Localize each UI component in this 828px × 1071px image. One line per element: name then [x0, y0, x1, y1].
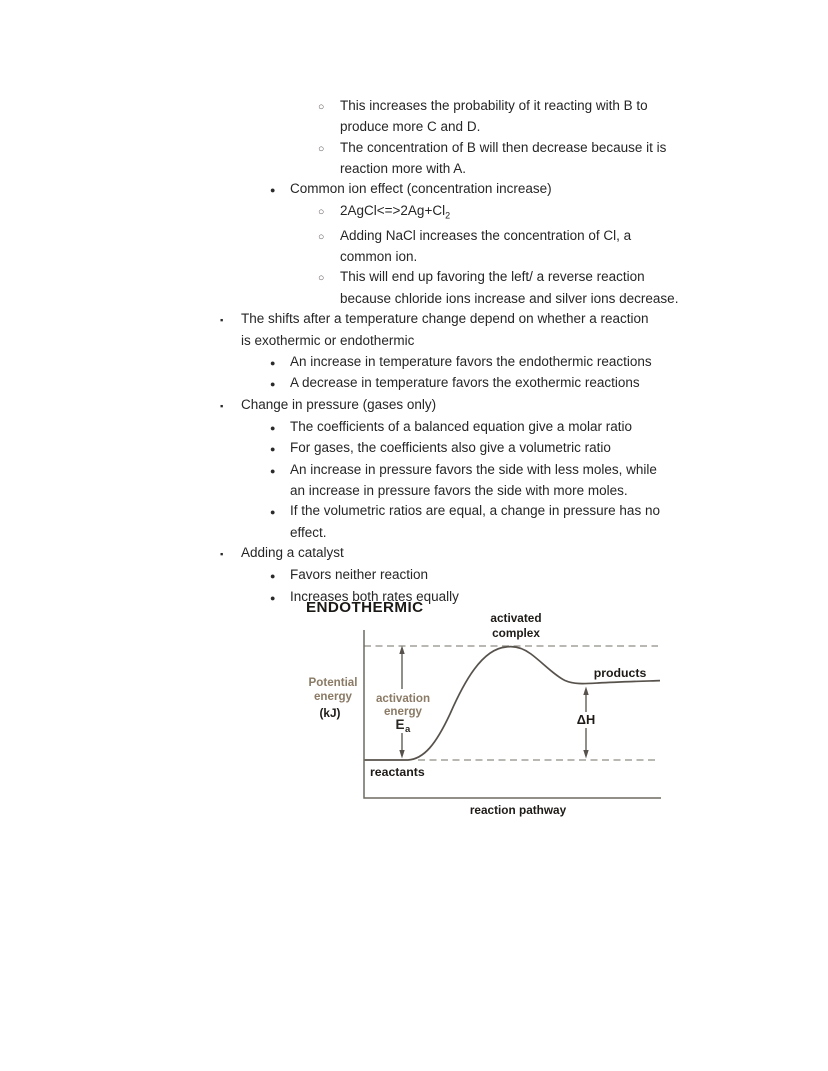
potential-energy-label: Potential [308, 676, 358, 689]
list-line [270, 501, 750, 522]
activated-complex-label: activated [490, 611, 542, 625]
list-line-text: The coefficients of a balanced equation give a molar ratio [290, 418, 632, 434]
bullet-square-icon: ▪ [220, 315, 224, 327]
list-line-text: an increase in pressure favors the side with more moles. [290, 482, 628, 498]
list-line [318, 247, 750, 267]
bullet-circle-icon: ○ [318, 272, 325, 285]
list-line [220, 331, 750, 351]
bullet-circle-icon: ○ [318, 101, 325, 113]
list-line [270, 373, 750, 394]
activation-energy-symbol-sub: a [405, 724, 411, 735]
list-line [270, 523, 750, 543]
potential-energy-label: energy [313, 690, 353, 703]
list-line [318, 138, 750, 159]
bullet-dot-icon: ● [270, 379, 276, 390]
list-line [318, 226, 750, 247]
list-line [270, 481, 750, 501]
bullet-square-icon: ▪ [220, 400, 224, 412]
list-line-text: $2AgCl<=>2Ag+Cl_2$ [340, 202, 451, 221]
list-line-text: Common ion effect (concentration increase) [290, 181, 552, 197]
bullet-dot-icon: ● [270, 571, 276, 582]
reactants-label: reactants [370, 765, 425, 779]
list-line-text: A decrease in temperature favors the exothermic reactions [290, 375, 640, 391]
list-line-text: For gases, the coefficients also give a volumetric ratio [290, 440, 611, 456]
bullet-circle-icon: ○ [318, 205, 325, 218]
list-line-text: The concentration of B will then decrease because it is [340, 139, 667, 155]
bullet-dot-icon: ● [270, 592, 276, 603]
bullet-dot-icon: ● [270, 465, 276, 476]
list-line-text: Change in pressure (gases only) [241, 396, 437, 412]
list-line-text: produce more C and D. [340, 119, 481, 135]
list-line [270, 352, 750, 373]
bullet-dot-icon: ● [270, 507, 276, 518]
list-line-text: If the volumetric ratios are equal, a change in pressure has no [290, 503, 660, 519]
activated-complex-label: complex [492, 626, 540, 640]
list-line [270, 438, 750, 459]
diagram-title: ENDOTHERMIC [306, 599, 424, 616]
list-line-text: An increase in temperature favors the endothermic reactions [290, 353, 652, 369]
activation-energy-label: energy [383, 705, 423, 718]
list-line [270, 565, 750, 586]
list-line-text: Adding a catalyst [241, 544, 344, 560]
activation-energy-label: activation [375, 692, 431, 705]
bullet-dot-icon: ● [270, 185, 276, 196]
x-axis-label: reaction pathway [469, 803, 567, 817]
activation-energy-symbol: E [395, 717, 405, 732]
list-line-text: because chloride ions increase and silver ions decrease. [340, 290, 679, 306]
bullet-dot-icon: ● [270, 444, 276, 455]
list-line [220, 543, 750, 565]
list-line-text: Favors neither reaction [290, 567, 429, 583]
products-label: products [593, 666, 647, 680]
bullet-square-icon: ▪ [220, 548, 224, 560]
list-line-text: common ion. [340, 249, 418, 265]
bullet-circle-icon: ○ [318, 142, 325, 155]
list-line [318, 289, 750, 309]
list-line [318, 117, 750, 137]
list-line [318, 201, 750, 226]
list-line-text: reaction more with A. [340, 161, 467, 177]
list-line-text: Adding NaCl increases the concentration of Cl, a [340, 227, 632, 243]
list-line [318, 159, 750, 179]
list-line [270, 179, 750, 200]
list-line-text: Increases both rates equally [290, 588, 459, 604]
bullet-dot-icon: ● [270, 357, 276, 368]
list-line [318, 96, 750, 117]
list-line-text: This will end up favoring the left/ a reverse reaction [340, 269, 645, 285]
list-line-text: The shifts after a temperature change depend on whether a reaction [241, 311, 649, 327]
notes-list [220, 96, 750, 608]
energy-diagram [300, 592, 700, 822]
list-line-text: An increase in pressure favors the side with less moles, while [290, 461, 657, 477]
potential-energy-units-label: (kJ) [319, 706, 341, 720]
list-line [220, 309, 750, 331]
list-line-text: is exothermic or endothermic [241, 333, 415, 349]
list-line [270, 460, 750, 481]
delta-h-label: ΔH [576, 712, 596, 727]
bullet-circle-icon: ○ [318, 230, 325, 243]
list-line [220, 395, 750, 417]
list-line [270, 417, 750, 438]
list-line [318, 267, 750, 288]
bullet-dot-icon: ● [270, 422, 276, 433]
list-line-text: effect. [290, 524, 327, 540]
list-line-text: This increases the probability of it reacting with B to [340, 98, 648, 113]
